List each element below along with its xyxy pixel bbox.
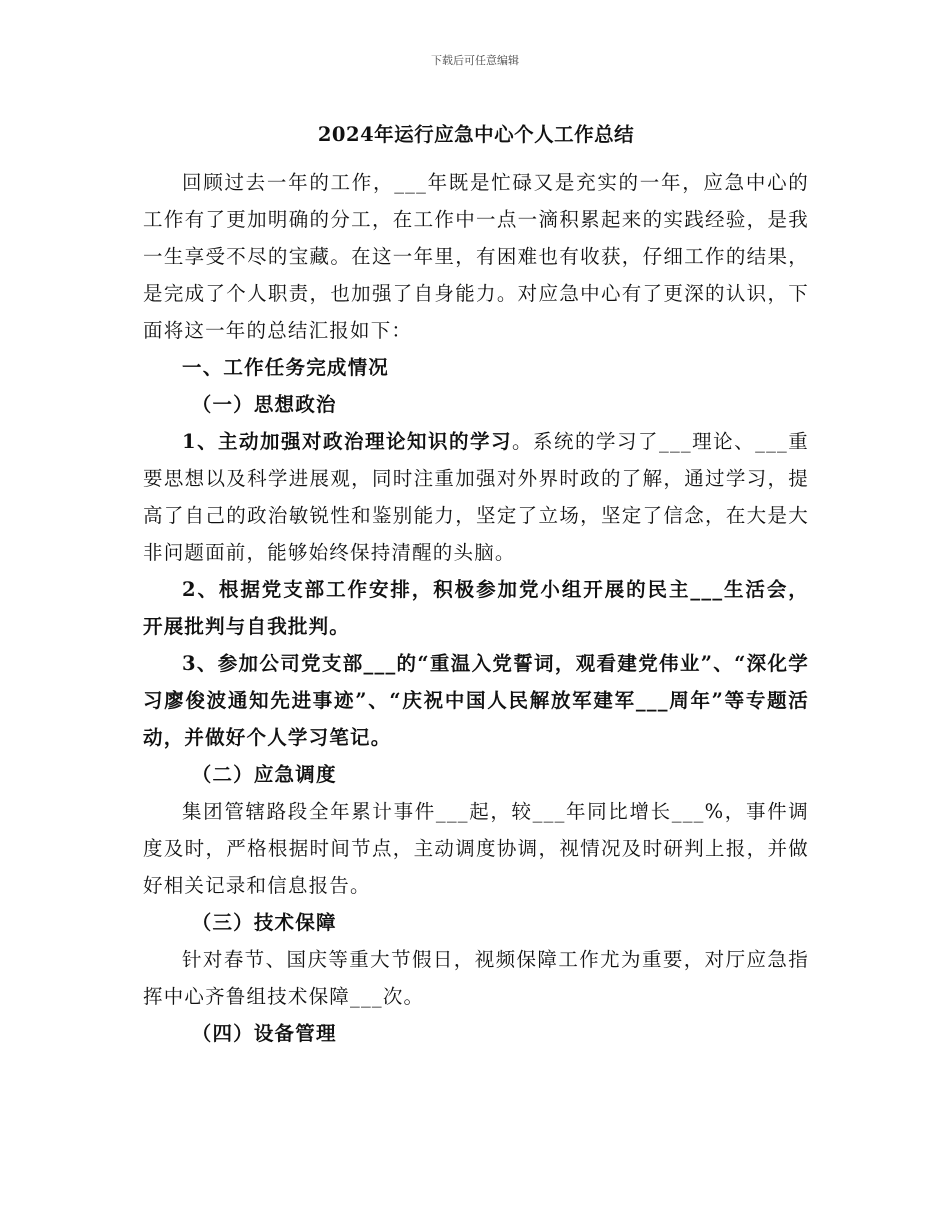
document-title: 2024年运行应急中心个人工作总结: [317, 123, 635, 146]
intro-paragraph: 回顾过去一年的工作，___年既是忙碌又是充实的一年，应急中心的工作有了更加明确的分工，在工作中一点一滴积累起来的实践经验，是我一生享受不尽的宝藏。在这一年里，有困难也有收获，仔细工作的结果，是完成了个人职责，也加强了自身能力。对应急中心有了更深的认识，下面将这一年的总结汇报如下：: [143, 171, 809, 342]
subsection-heading: （三）技术保障: [191, 911, 337, 934]
subsection-heading: （二）应急调度: [191, 763, 337, 786]
body-paragraph: 针对春节、国庆等重大节假日，视频保障工作尤为重要，对厅应急指挥中心齐鲁组技术保障___次。: [143, 948, 809, 1008]
item-paragraph: 3、参加公司党支部___的“重温入党誓词，观看建党伟业”、“深化学习廖俊波通知先进事迹”、“庆祝中国人民解放军建军___周年”等专题活动，并做好个人学习笔记。: [143, 652, 809, 749]
item-paragraph: [143, 423, 809, 571]
page-header-note: 下载后可任意编辑: [431, 54, 519, 67]
subsection-heading: （一）思想政治: [191, 393, 337, 416]
document-body: [143, 122, 809, 1052]
item-paragraph: 2、根据党支部工作安排，积极参加党小组开展的民主___生活会，开展批判与自我批判。: [143, 578, 809, 638]
body-paragraph: 集团管辖路段全年累计事件___起，较___年同比增长___%，事件调度及时，严格根据时间节点，主动调度协调，视情况及时研判上报，并做好相关记录和信息报告。: [143, 800, 809, 897]
item-lead: 1、主动加强对政治理论知识的学习: [182, 430, 513, 453]
subsection-heading: （四）设备管理: [191, 1022, 337, 1045]
section-heading: 一、工作任务完成情况: [182, 356, 390, 379]
item-body: 。系统的学习了___理论、___重要思想以及科学进展观，同时注重加强对外界时政的了解，通过学习，提高了自己的政治敏锐性和鉴别能力，坚定了立场，坚定了信念，在大是大非问题面前，能够始终保持清醒的头脑。: [143, 430, 809, 564]
